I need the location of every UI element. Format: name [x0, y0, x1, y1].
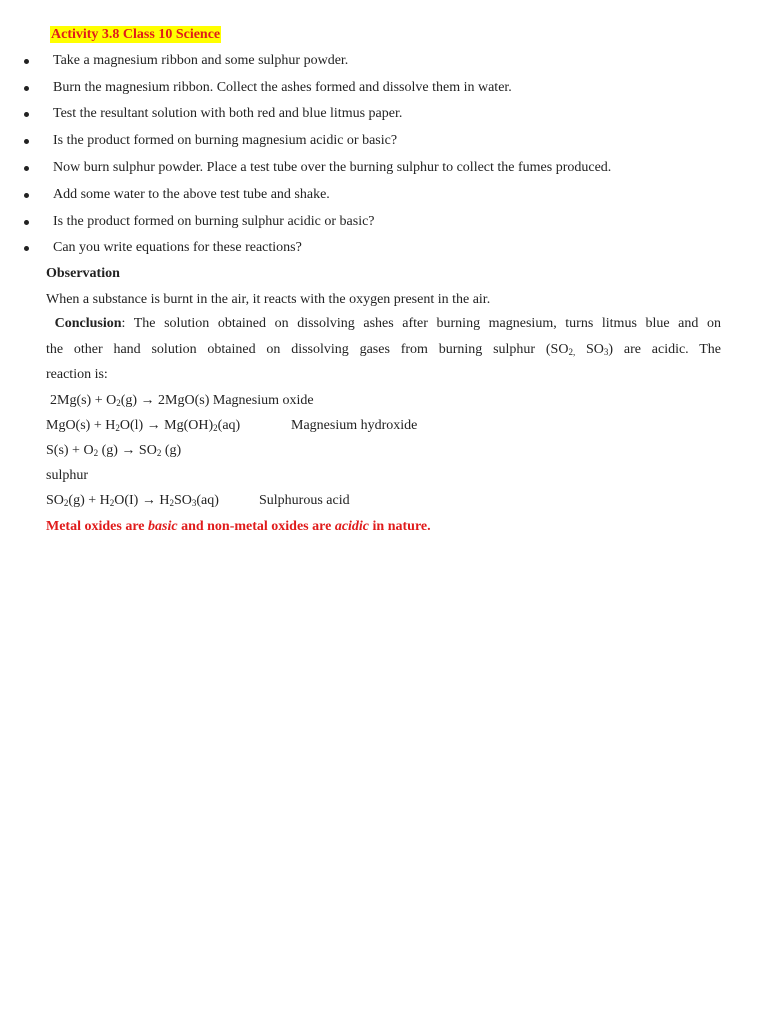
equation-magnesium-oxide: $2Mg(s) + O_2(g) \to 2MgO(s)$ Magnesium oxide: [50, 393, 314, 408]
sulphurous-acid-label: Sulphurous acid: [259, 493, 350, 508]
bullet-icon: [24, 112, 29, 117]
bullet-icon: [24, 246, 29, 251]
conclusion-paragraph: [46, 311, 721, 388]
activity-title: Activity 3.8 Class 10 Science: [51, 27, 221, 42]
observation-text: When a substance is burnt in the air, it reacts with the oxygen present in the air.: [46, 292, 491, 307]
bullet-icon: [24, 220, 29, 225]
equation-sulphurous-acid: $SO_2(g) + H_2O(I) \to H_2SO_3(aq)$: [46, 493, 219, 508]
conclusion-line-2: the other hand solution obtained on dissolving gases from burning sulphur ($SO_{2,}$ $SO_3$) are acidic. The: [46, 341, 721, 357]
conclusion-label: Conclusion: [54, 316, 122, 331]
step-text: Can you write equations for these reactions?: [53, 240, 302, 255]
bullet-icon: [24, 166, 29, 171]
step-text: Is the product formed on burning sulphur acidic or basic?: [53, 214, 375, 229]
step-text: Test the resultant solution with both red and blue litmus paper.: [53, 106, 403, 121]
step-text: Take a magnesium ribbon and some sulphur powder.: [53, 53, 349, 68]
bullet-icon: [24, 193, 29, 198]
bullet-icon: [24, 59, 29, 64]
step-text: Burn the magnesium ribbon. Collect the ashes formed and dissolve them in water.: [53, 80, 512, 95]
step-text: Now burn sulphur powder. Place a test tube over the burning sulphur to collect the fumes produced.: [53, 160, 612, 175]
summary-statement: Metal oxides are basic and non-metal oxides are acidic in nature.: [46, 519, 431, 534]
sulphur-label: sulphur: [46, 468, 88, 483]
observation-heading: Observation: [46, 266, 120, 281]
conclusion-line-1: Conclusion: The solution obtained on dissolving ashes after burning magnesium, turns litmus blue and on: [54, 316, 721, 331]
step-text: Is the product formed on burning magnesium acidic or basic?: [53, 133, 398, 148]
step-text: Add some water to the above test tube and shake.: [53, 187, 330, 202]
equation-magnesium-hydroxide: $MgO(s) + H_2O(l) \to Mg(OH)_2(aq)$: [46, 418, 241, 433]
magnesium-hydroxide-label: Magnesium hydroxide: [291, 418, 418, 433]
bullet-icon: [24, 86, 29, 91]
equation-sulphur-dioxide: $S(s) + O_2$ $(g) \to SO_2$ (g): [46, 443, 182, 458]
conclusion-line-3: reaction is:: [46, 367, 108, 382]
bullet-icon: [24, 139, 29, 144]
